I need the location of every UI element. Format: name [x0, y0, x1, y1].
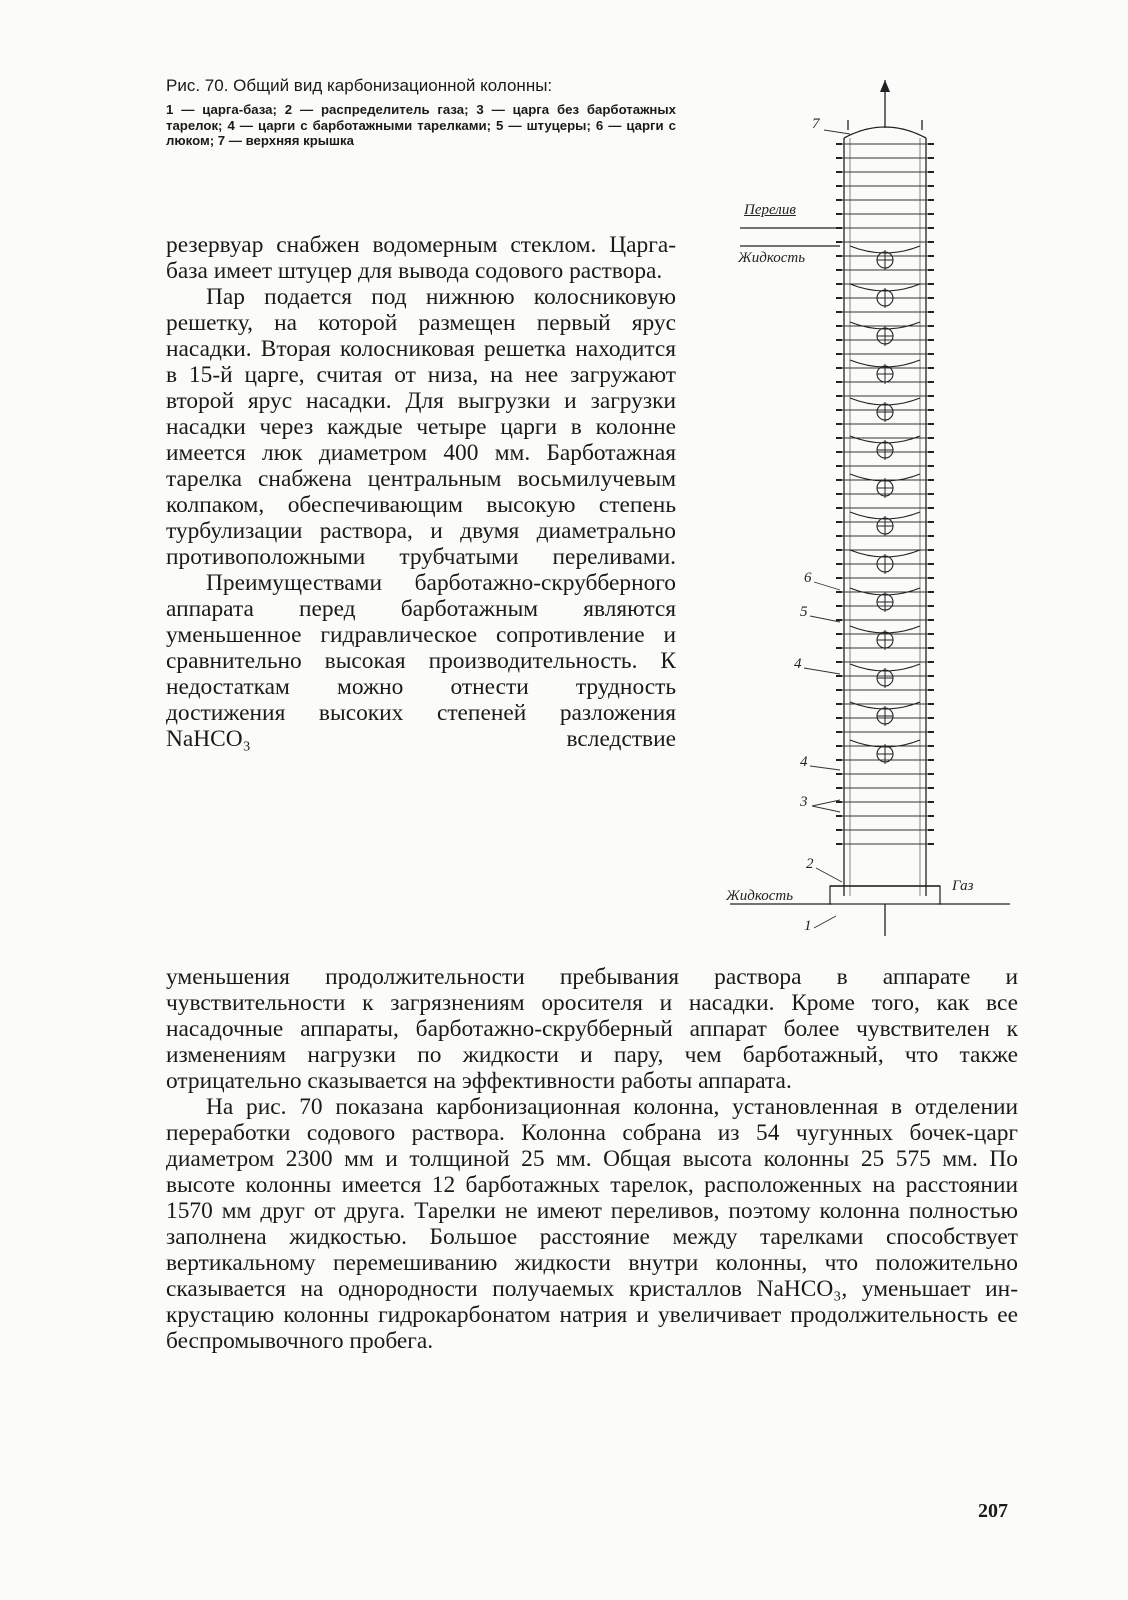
column-base [830, 886, 940, 904]
label-liquid-bottom: Жидкость [726, 888, 794, 904]
column-text [166, 232, 676, 752]
figure-caption [166, 76, 676, 149]
callout-leader [812, 806, 840, 812]
label-overflow: Перелив [744, 202, 796, 218]
paragraph-3: Преимуществами барботажно-скрубберного аппарата перед барботажным являются уменьшенное гидравлическое сопротивление и сравнительно высокая производительность. К недостаткам можно отнести трудность достижения высоких степеней разложения NaHCO₃ вследствие [166, 570, 676, 752]
label-5: 5 [800, 604, 808, 620]
label-liquid-top: Жидкость [738, 250, 806, 266]
label-4a: 4 [794, 656, 802, 672]
callout-leader [810, 616, 840, 622]
label-3: 3 [800, 794, 808, 810]
full-width-text [166, 964, 1018, 1354]
caption-title: Рис. 70. Общий вид карбонизационной колонны: [166, 76, 553, 95]
top-arrow [880, 80, 890, 92]
paragraph-4: На рис. 70 показана карбонизационная колонна, установленная в отделении переработки содового раствора. Колонна собрана из 54 чугунных бочек-царг диаметром 2300 мм и толщиной 25 мм. Общая высота колонны 25 575 мм. По высоте колонны имеется 12 барботажных тарелок, расположенных на расстоянии 1570 мм друг от друга. Тарелки не имеют переливов, поэтому колонна полностью заполнена жидкостью. Большое расстояние между тарелками способствует вертикальному перемешиванию жидкости внутри колонны, что положительно сказывается на однородности получаемых кристаллов NaHCO₃, уменьшает инкрустацию колонны гидрокарбонатом натрия и увеличивает продолжительность ее беспромывочного пробега. [166, 1094, 1018, 1354]
page-number: 207 [978, 1500, 1008, 1522]
label-1: 1 [804, 918, 812, 934]
caption-legend: 1 — царга-база; 2 — распределитель газа; 3 — царга без барботажных тарелок; 4 — царги с барботажными тарелками; 5 — штуцеры; 6 — царги с люком; 7 — верхняя крышка [166, 102, 676, 148]
paragraph-2: Пар подается под нижнюю колосниковую решетку, на которой размещен первый ярус насадки. Вторая колосниковая решетка находится в 15-й царге, считая от низа, на нее загружают второй ярус насадки. Для выгрузки и загрузки насадки через каждые четыре царги в колонне имеется люк диаметром 400 мм. Барботажная тарелка снабжена центральным восьмилучевым колпаком, обеспечивающим высокую степень турбулизации раствора, и двумя диаметрально противоположными трубчатыми переливами. [166, 284, 676, 570]
label-6: 6 [804, 570, 812, 586]
callout-leader [804, 668, 840, 674]
callout-leader [824, 130, 850, 134]
label-2: 2 [806, 856, 814, 872]
column-top-cover [844, 127, 926, 138]
callout-leader [814, 582, 840, 590]
label-4b: 4 [800, 754, 808, 770]
callout-leader [814, 916, 836, 928]
label-7: 7 [812, 116, 820, 132]
label-gas: Газ [952, 878, 974, 894]
callout-leader [810, 766, 840, 770]
paragraph-3-continued: уменьшения продолжительности пребывания раствора в аппарате и чувствительности к загрязнениям оросителя и насадки. Кроме того, как все насадочные аппараты, барботажно-скрубберный аппарат более чувствителен к изменениям нагрузки по жидкости и пару, чем барботажный, что также отрицательно сказывается на эффективности работы аппарата. [166, 964, 1018, 1094]
callout-leader [816, 868, 842, 882]
callout-leader [812, 800, 840, 806]
column-figure [700, 70, 1040, 950]
paragraph-1: резервуар снабжен водомерным стеклом. Царга-база имеет штуцер для вывода содового раствора. [166, 232, 676, 284]
